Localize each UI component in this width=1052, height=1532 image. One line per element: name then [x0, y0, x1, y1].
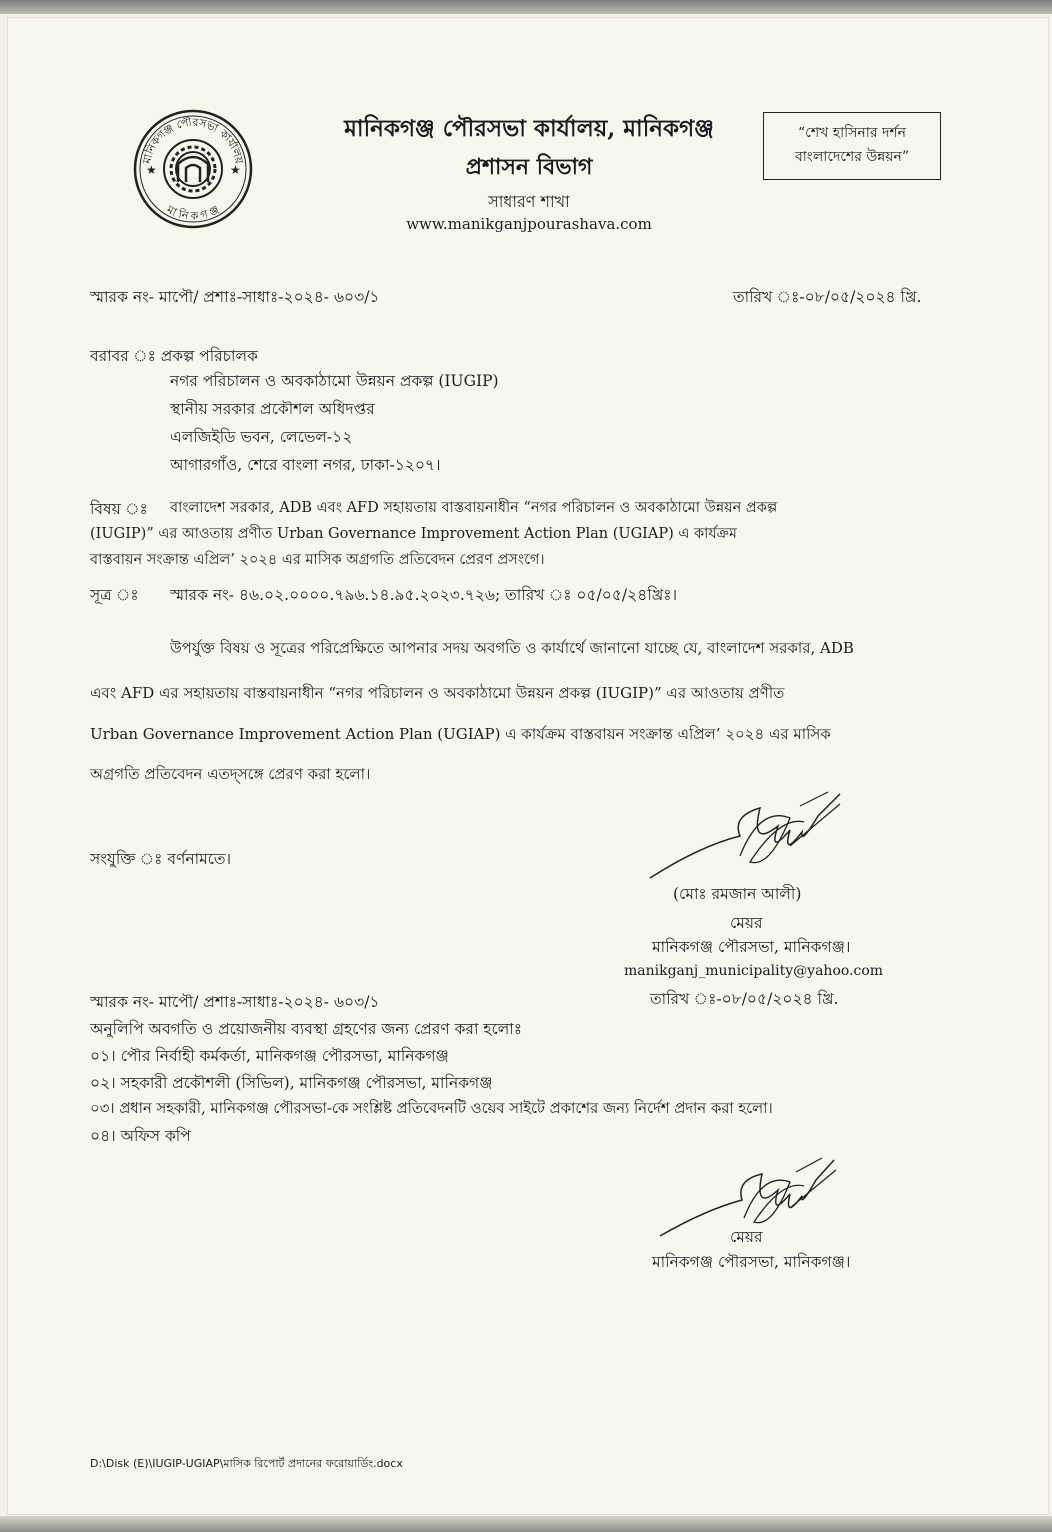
subject-label: বিষয় ঃ	[90, 500, 148, 518]
slogan-line-1: “শেখ হাসিনার দর্শন	[798, 125, 906, 141]
slogan-box	[763, 112, 941, 180]
recipient-line: বরাবর ঃ প্রকল্প পরিচালক	[90, 347, 258, 365]
copy-item: ০৩। প্রধান সহকারী, মানিকগঞ্জ পৌরসভা-কে সংশ্লিষ্ট প্রতিবেদনটি ওয়েব সাইটে প্রকাশের জন্য নির্দেশ প্রদান করা হলো।	[90, 1100, 773, 1117]
document-file-path: D:\Disk (E)\IUGIP-UGIAP\মাসিক রিপোর্ট প্রদানের ফরোয়ার্ডিং.docx	[90, 1457, 403, 1470]
signatory-name: (মোঃ রমজান আলী)	[673, 885, 802, 903]
department-heading: প্রশাসন বিভাগ	[465, 154, 593, 180]
copy-item: ০১। পৌর নির্বাহী কর্মকর্তা, মানিকগঞ্জ পৌরসভা, মানিকগঞ্জ	[90, 1047, 449, 1065]
copy-item: ০৪। অফিস কপি	[90, 1127, 191, 1145]
signatory2-office: মানিকগঞ্জ পৌরসভা, মানিকগঞ্জ।	[652, 1253, 851, 1271]
memo-date: তারিখ ঃ-০৮/০৫/২০২৪ খ্রি.	[733, 288, 922, 306]
scan-top-edge	[0, 0, 1052, 14]
signatory-office: মানিকগঞ্জ পৌরসভা, মানিকগঞ্জ।	[652, 938, 851, 956]
recipient-line: স্থানীয় সরকার প্রকৌশল অধিদপ্তর	[170, 400, 375, 418]
body-line: অগ্রগতি প্রতিবেদন এতদ্‌সঙ্গে প্রেরণ করা হলো।	[90, 765, 371, 783]
attachment-note: সংযুক্তি ঃ বর্ণনামতে।	[90, 850, 232, 868]
slogan-line-2: বাংলাদেশের উন্নয়ন”	[794, 149, 910, 165]
body-line: Urban Governance Improvement Action Plan (UGIAP) এ কার্যক্রম বাস্তবায়ন সংক্রান্ত এপ্রিল’ ২০২৪ এর মাসিক	[90, 725, 831, 743]
memo-number: স্মারক নং- মাপৌ/ প্রশাঃ-সাধাঃ-২০২৪- ৬০৩/১	[90, 288, 380, 306]
reference-label: সূত্র ঃ	[90, 586, 139, 604]
svg-text:মানিকগঞ্জ পৌরসভা কার্যালয়: মানিকগঞ্জ পৌরসভা কার্যালয়	[140, 115, 246, 165]
recipient-line: আগারগাঁও, শেরে বাংলা নগর, ঢাকা-১২০৭।	[170, 456, 441, 474]
signatory-date: তারিখ ঃ-০৮/০৫/২০২৪ খ্রি.	[650, 990, 839, 1008]
office-name-heading: মানিকগঞ্জ পৌরসভা কার্যালয়, মানিকগঞ্জ	[344, 115, 714, 142]
section-heading: সাধারণ শাখা	[488, 192, 570, 211]
recipient-line: এলজিইডি ভবন, লেভেল-১২	[170, 428, 353, 446]
signatory-email: manikganj_municipality@yahoo.com	[624, 963, 884, 979]
subject-line: (IUGIP)” এর আওতায় প্রণীত Urban Governance Improvement Action Plan (UGIAP) এ কার্যক্রম	[90, 526, 737, 542]
subject-line: বাস্তবায়ন সংক্রান্ত এপ্রিল’ ২০২৪ এর মাসিক অগ্রগতি প্রতিবেদন প্রেরণ প্রসংগে।	[90, 552, 545, 568]
website-text: www.manikganjpourashava.com	[406, 215, 652, 233]
reference-text: স্মারক নং- ৪৬.০২.০০০০.৭৯৬.১৪.৯৫.২০২৩.৭২৬; তারিখ ঃ ০৫/০৫/২৪খ্রিঃ।	[170, 586, 678, 604]
copy-memo-number: স্মারক নং- মাপৌ/ প্রশাঃ-সাধাঃ-২০২৪- ৬০৩/১	[90, 993, 380, 1011]
copy-intro: অনুলিপি অবগতি ও প্রয়োজনীয় ব্যবস্থা গ্রহণের জন্য প্রেরণ করা হলোঃ	[90, 1020, 523, 1038]
body-line: উপর্যুক্ত বিষয় ও সূত্রের পরিপ্রেক্ষিতে আপনার সদয় অবগতি ও কার্যার্থে জানানো যাচ্ছে যে, বাংলাদেশ সরকার, ADB	[170, 639, 854, 657]
subject-line: বাংলাদেশ সরকার, ADB এবং AFD সহায়তায় বাস্তবায়নাধীন “নগর পরিচালন ও অবকাঠামো উন্নয়ন প্রকল্প	[170, 500, 778, 516]
body-line: এবং AFD এর সহায়তায় বাস্তবায়নাধীন “নগর পরিচালন ও অবকাঠামো উন্নয়ন প্রকল্প (IUGIP)” এর আওতায় প্রণীত	[90, 684, 785, 702]
svg-text:★: ★	[146, 163, 157, 177]
copy-item: ০২। সহকারী প্রকৌশলী (সিভিল), মানিকগঞ্জ পৌরসভা, মানিকগঞ্জ	[90, 1074, 493, 1092]
svg-text:মানিকগঞ্জ: মানিকগঞ্জ	[164, 203, 222, 223]
scan-bottom-edge	[0, 1516, 1052, 1532]
signatory2-title: মেয়র	[730, 1228, 763, 1246]
mayor-signature-icon	[640, 786, 850, 886]
recipient-line: নগর পরিচালন ও অবকাঠামো উন্নয়ন প্রকল্প (IUGIP)	[170, 372, 499, 390]
signatory-title: মেয়র	[730, 914, 763, 932]
svg-text:★: ★	[230, 163, 241, 177]
municipality-seal-logo	[132, 108, 254, 230]
